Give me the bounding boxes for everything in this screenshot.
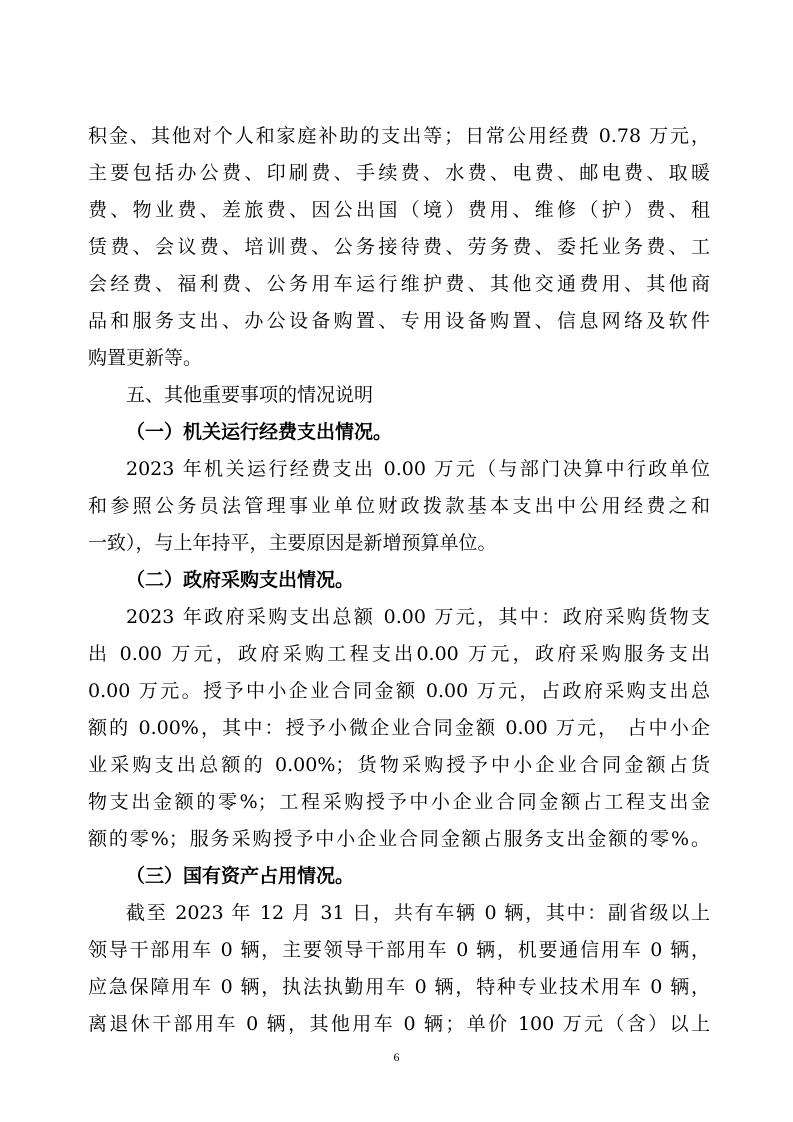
page-number: 6 [393, 1050, 400, 1064]
subsection-heading: （二）政府采购支出情况。 [126, 569, 355, 591]
text-line: 赁费、会议费、培训费、公务接待费、劳务费、委托业务费、工 [88, 236, 710, 258]
text-line: 0.00 万元。授予中小企业合同金额 0.00 万元，占政府采购支出总 [88, 680, 710, 702]
text-line: 额的零%；服务采购授予中小企业合同金额占服务支出金额的零%。 [88, 828, 710, 850]
text-line: 购置更新等。 [88, 347, 203, 369]
text-line: 业采购支出总额的 0.00%；货物采购授予中小企业合同金额占货 [88, 754, 710, 776]
text-line: 截至 2023 年 12 月 31 日，共有车辆 0 辆，其中：副省级以上 [126, 902, 710, 924]
text-line: 积金、其他对个人和家庭补助的支出等；日常公用经费 0.78 万元， [88, 125, 710, 147]
text-line: 出 0.00 万元，政府采购工程支出0.00 万元，政府采购服务支出 [88, 643, 710, 665]
text-line: 费、物业费、差旅费、因公出国（境）费用、维修（护）费、租 [88, 199, 710, 221]
subsection-heading: （三）国有资产占用情况。 [126, 865, 355, 887]
text-line: 主要包括办公费、印刷费、手续费、水费、电费、邮电费、取暖 [88, 162, 710, 184]
text-line: 领导干部用车 0 辆，主要领导干部用车 0 辆，机要通信用车 0 辆， [88, 939, 710, 961]
text-line: 物支出金额的零%；工程采购授予中小企业合同金额占工程支出金 [88, 791, 710, 813]
text-line: 2023 年政府采购支出总额 0.00 万元，其中：政府采购货物支 [126, 606, 710, 628]
section-heading: 五、其他重要事项的情况说明 [126, 384, 374, 406]
text-line: 2023 年机关运行经费支出 0.00 万元（与部门决算中行政单位 [126, 458, 710, 480]
text-line: 应急保障用车 0 辆，执法执勤用车 0 辆，特种专业技术用车 0 辆， [88, 976, 710, 998]
text-line: 品和服务支出、办公设备购置、专用设备购置、信息网络及软件 [88, 310, 710, 332]
document-body [88, 118, 710, 1043]
text-line: 离退休干部用车 0 辆，其他用车 0 辆；单价 100 万元（含）以上 [88, 1013, 710, 1035]
text-line: 会经费、福利费、公务用车运行维护费、其他交通费用、其他商 [88, 273, 710, 295]
subsection-heading: （一）机关运行经费支出情况。 [126, 421, 393, 443]
text-line: 和参照公务员法管理事业单位财政拨款基本支出中公用经费之和 [88, 495, 710, 517]
text-line: 一致），与上年持平，主要原因是新增预算单位。 [88, 532, 497, 554]
text-line: 额的 0.00%，其中：授予小微企业合同金额 0.00 万元， 占中小企 [88, 717, 710, 739]
